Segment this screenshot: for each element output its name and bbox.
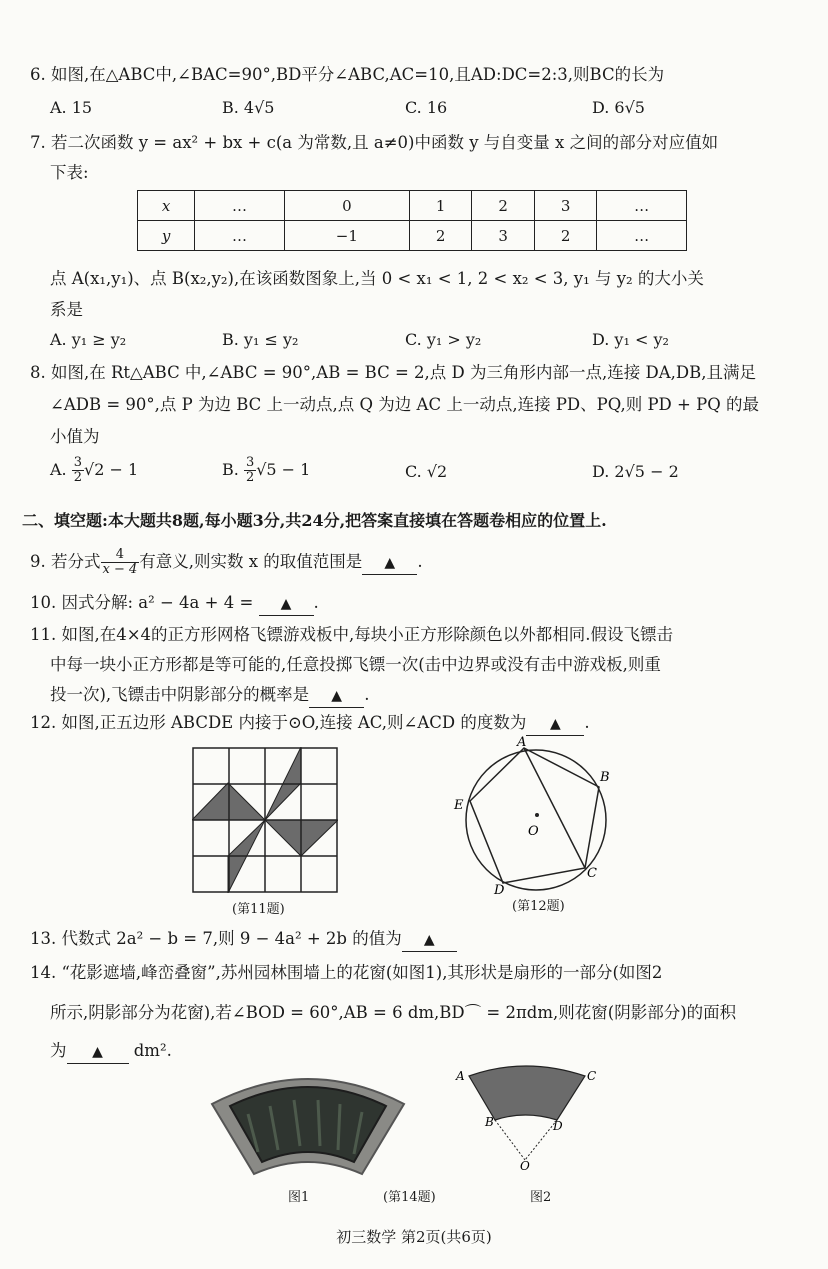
table-cell: −1 (284, 221, 409, 251)
fraction: $\frac{3}{2}$ (73, 455, 83, 485)
q7-option-d: D. y₁ < y₂ (592, 330, 669, 349)
garden-window-photo (208, 1062, 408, 1182)
table-cell: … (597, 221, 687, 251)
table-cell: y (138, 221, 195, 251)
q8-line1: 8. 如图,在 Rt△ABC 中,∠ABC = 90°,AB = BC = 2,点 D 为三角形内部一点,连接 DA,DB,且满足 (30, 363, 756, 382)
answer-blank: ▲ (67, 1040, 129, 1064)
table-cell: 3 (534, 191, 596, 221)
q6-text: 6. 如图,在△ABC中,∠BAC=90°,BD平分∠ABC,AC=10,且AD:DC=2:3,则BC的长为 (30, 65, 665, 84)
q6-option-d: D. 6√5 (592, 98, 645, 117)
answer-blank: ▲ (309, 684, 364, 708)
q7-line3: 点 A(x₁,y₁)、点 B(x₂,y₂),在该函数图象上,当 0 < x₁ < 1, 2 < x₂ < 3, y₁ 与 y₂ 的大小关 (50, 269, 704, 288)
q7-option-b: B. y₁ ≤ y₂ (222, 330, 299, 349)
q7-line4: 系是 (50, 300, 83, 319)
q7-value-table (137, 190, 687, 251)
table-cell: … (195, 191, 285, 221)
table-cell: … (195, 221, 285, 251)
table-cell: … (597, 191, 687, 221)
label-b: B (485, 1115, 494, 1129)
segment-ac (524, 748, 585, 868)
table-row-x (138, 191, 687, 221)
table-cell: x (138, 191, 195, 221)
label-e: E (454, 798, 464, 813)
sector-diagram (455, 1058, 605, 1173)
q12-text: 12. 如图,正五边形 ABCDE 内接于⊙O,连接 AC,则∠ACD 的度数为 ▲ . (30, 712, 590, 736)
fig11-caption: (第11题) (232, 902, 285, 917)
pentagon-circle-figure (450, 735, 620, 895)
table-cell: 2 (472, 191, 534, 221)
label-a: A (517, 735, 527, 750)
label-o: O (528, 824, 539, 839)
answer-blank: ▲ (526, 712, 584, 736)
center-point (535, 813, 539, 817)
q11-line2: 中每一块小正方形都是等可能的,任意投掷飞镖一次(击中边界或没有击中游戏板,则重 (50, 655, 661, 674)
grid-lines (193, 748, 337, 892)
answer-blank: ▲ (402, 928, 457, 952)
fraction: $\frac{3}{2}$ (245, 455, 255, 485)
table-cell: 2 (534, 221, 596, 251)
section-heading: 二、填空题:本大题共8题,每小题3分,共24分,把答案直接填在答题卷相应的位置上. (22, 511, 607, 530)
label-b: B (600, 770, 610, 785)
q8-line2: ∠ADB = 90°,点 P 为边 BC 上一动点,点 Q 为边 AC 上一动点,连接 PD、PQ,则 PD + PQ 的最 (50, 395, 759, 414)
q14-line1: 14. “花影遮墙,峰峦叠窗”,苏州园林围墙上的花窗(如图1),其形状是扇形的一部分(如图2 (30, 963, 663, 982)
q7-line2: 下表: (50, 163, 89, 182)
q6-option-a: A. 15 (50, 98, 93, 117)
answer-blank: ▲ (259, 592, 314, 616)
q8-line3: 小值为 (50, 427, 100, 446)
label-o: O (520, 1159, 530, 1173)
fig12-caption: (第12题) (512, 899, 565, 914)
q14-line3: 为 ▲ dm². (50, 1040, 172, 1064)
table-cell: 3 (472, 221, 534, 251)
q11-line1: 11. 如图,在4×4的正方形网格飞镖游戏板中,每块小正方形除颜色以外都相同.假设飞镖击 (30, 625, 674, 644)
shaded-sector (469, 1066, 585, 1120)
page-footer: 初三数学 第2页(共6页) (336, 1228, 492, 1246)
label-c: C (587, 866, 597, 881)
segment-bo (495, 1120, 525, 1160)
q6-option-c: C. 16 (405, 98, 448, 117)
q7-option-c: C. y₁ > y₂ (405, 330, 482, 349)
q8-option-a: A. $\frac{3}{2}$ √2 − 1 (50, 455, 139, 485)
q14-line2: 所示,阴影部分为花窗),若∠BOD = 60°,AB = 6 dm,BD⌒ = 2πdm,则花窗(阴影部分)的面积 (50, 1003, 737, 1022)
label-d: D (553, 1119, 563, 1133)
dartboard-grid-figure (192, 747, 338, 893)
q8-option-c: C. √2 (405, 462, 448, 481)
q8-option-d: D. 2√5 − 2 (592, 462, 679, 481)
q11-line3: 投一次),飞镖击中阴影部分的概率是 ▲ . (50, 684, 369, 708)
fig14-caption: (第14题) (383, 1190, 436, 1205)
table-cell: 2 (409, 221, 471, 251)
label-a: A (456, 1069, 465, 1083)
table-cell: 0 (284, 191, 409, 221)
fig14-1-caption: 图1 (288, 1190, 310, 1205)
q9-text: 9. 若分式 $\frac{4}{x - 4}$ 有意义,则实数 x 的取值范围是 ▲ . (30, 547, 423, 577)
q6-option-b: B. 4√5 (222, 98, 275, 117)
q13-text: 13. 代数式 2a² − b = 7,则 9 − 4a² + 2b 的值为 ▲ (30, 928, 457, 952)
table-row-y (138, 221, 687, 251)
q10-text: 10. 因式分解: a² − 4a + 4 = ▲ . (30, 592, 319, 616)
label-d: D (494, 883, 505, 895)
label-c: C (587, 1069, 597, 1083)
fig14-2-caption: 图2 (530, 1190, 552, 1205)
fraction: $\frac{4}{x - 4}$ (102, 547, 138, 577)
q7-option-a: A. y₁ ≥ y₂ (50, 330, 127, 349)
table-cell: 1 (409, 191, 471, 221)
answer-blank: ▲ (362, 551, 417, 575)
q8-option-b: B. $\frac{3}{2}$ √5 − 1 (222, 455, 311, 485)
q7-line1: 7. 若二次函数 y = ax² + bx + c(a 为常数,且 a≠0)中函数 y 与自变量 x 之间的部分对应值如 (30, 133, 719, 152)
